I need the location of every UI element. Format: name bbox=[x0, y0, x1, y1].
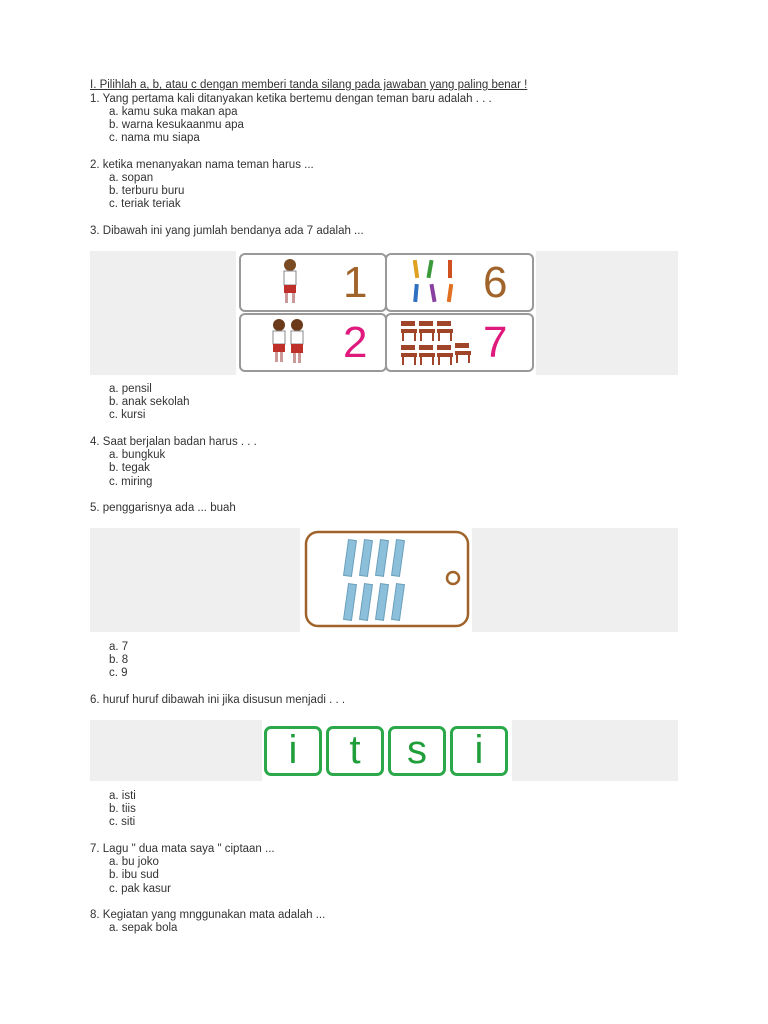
number-6: 6 bbox=[483, 258, 508, 307]
q6-option-c[interactable]: c. siti bbox=[109, 816, 136, 828]
panel-schoolchildren bbox=[239, 313, 387, 372]
letter-tile-3: s bbox=[388, 726, 446, 776]
q5-option-b[interactable]: b. 8 bbox=[109, 654, 129, 666]
q3-option-a[interactable]: a. pensil bbox=[109, 383, 152, 395]
letter-tiles bbox=[262, 720, 512, 781]
q3-image-area bbox=[90, 251, 678, 375]
q6-image-area bbox=[90, 720, 678, 781]
rulers-icon bbox=[300, 528, 472, 632]
number-1: 1 bbox=[343, 258, 368, 307]
q7-option-a[interactable]: a. bu joko bbox=[109, 856, 159, 868]
q8-option-a[interactable]: a. sepak bola bbox=[109, 922, 178, 934]
question-3: 3. Dibawah ini yang jumlah bendanya ada 7 adalah ... bbox=[90, 225, 364, 237]
question-4: 4. Saat berjalan badan harus . . . bbox=[90, 436, 257, 448]
q7-option-b[interactable]: b. ibu sud bbox=[109, 869, 159, 881]
schoolchildren-icon bbox=[267, 317, 311, 367]
letter-tile-2: t bbox=[326, 726, 384, 776]
question-1: 1. Yang pertama kali ditanyakan ketika bertemu dengan teman baru adalah . . . bbox=[90, 93, 492, 105]
child-icon bbox=[277, 257, 303, 307]
letter-tile-4: i bbox=[450, 726, 508, 776]
q4-option-b[interactable]: b. tegak bbox=[109, 462, 150, 474]
question-6: 6. huruf huruf dibawah ini jika disusun menjadi . . . bbox=[90, 694, 346, 706]
q2-option-c[interactable]: c. teriak teriak bbox=[109, 198, 181, 210]
pencils-icon bbox=[411, 258, 461, 306]
q2-option-a[interactable]: a. sopan bbox=[109, 172, 154, 184]
q4-option-a[interactable]: a. bungkuk bbox=[109, 449, 166, 461]
ruler-card bbox=[300, 528, 472, 632]
q7-option-c[interactable]: c. pak kasur bbox=[109, 883, 171, 895]
number-7: 7 bbox=[483, 318, 508, 367]
q5-image-area bbox=[90, 528, 678, 632]
q1-option-b[interactable]: b. warna kesukaanmu apa bbox=[109, 119, 244, 131]
q1-option-c[interactable]: c. nama mu siapa bbox=[109, 132, 200, 144]
question-5: 5. penggarisnya ada ... buah bbox=[90, 502, 236, 514]
instruction-heading: I. Pilihlah a, b, atau c dengan memberi tanda silang pada jawaban yang paling benar ! bbox=[90, 79, 528, 91]
q2-option-b[interactable]: b. terburu buru bbox=[109, 185, 185, 197]
q3-option-b[interactable]: b. anak sekolah bbox=[109, 396, 190, 408]
panel-child bbox=[239, 253, 387, 312]
q5-option-a[interactable]: a. 7 bbox=[109, 641, 129, 653]
panel-pencils bbox=[385, 253, 534, 312]
q3-option-c[interactable]: c. kursi bbox=[109, 409, 146, 421]
number-2: 2 bbox=[343, 318, 368, 367]
q6-option-b[interactable]: b. tiis bbox=[109, 803, 136, 815]
question-2: 2. ketika menanyakan nama teman harus ... bbox=[90, 159, 314, 171]
panel-chairs bbox=[385, 313, 534, 372]
q1-option-a[interactable]: a. kamu suka makan apa bbox=[109, 106, 238, 118]
counting-chart bbox=[236, 251, 536, 375]
letter-tile-1: i bbox=[264, 726, 322, 776]
q6-option-a[interactable]: a. isti bbox=[109, 790, 136, 802]
q5-option-c[interactable]: c. 9 bbox=[109, 667, 128, 679]
question-8: 8. Kegiatan yang mnggunakan mata adalah ... bbox=[90, 909, 326, 921]
chairs-icon bbox=[399, 319, 473, 367]
question-7: 7. Lagu " dua mata saya " ciptaan ... bbox=[90, 843, 275, 855]
q4-option-c[interactable]: c. miring bbox=[109, 476, 153, 488]
